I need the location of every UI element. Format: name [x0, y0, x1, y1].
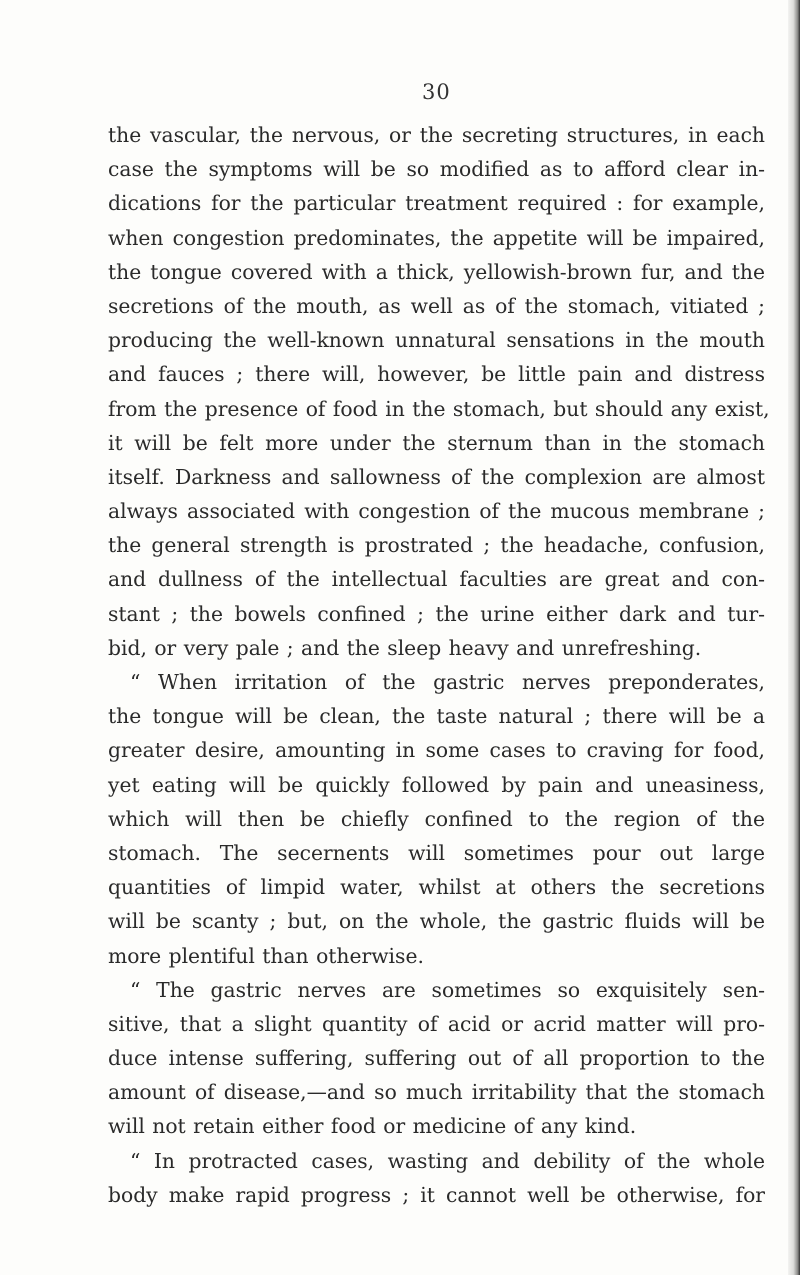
text-line: when congestion predominates, the appetite will be impaired, — [108, 225, 765, 250]
text-line: “ When irritation of the gastric nerves preponderates, — [130, 670, 765, 694]
text-line: sitive, that a slight quantity of acid or acrid matter will pro- — [108, 1011, 765, 1036]
text-line: the tongue will be clean, the taste natural ; there will be a — [108, 704, 765, 729]
text-line: itself. Darkness and sallowness of the complexion are almost — [108, 464, 765, 489]
text-line: will not retain either food or medicine of any kind. — [108, 1114, 637, 1139]
text-line: greater desire, amounting in some cases to craving for food, — [108, 738, 765, 763]
text-line: duce intense suffering, suffering out of all proportion to the — [108, 1046, 765, 1071]
page-edge-shadow — [788, 0, 800, 1275]
text-line: yet eating will be quickly followed by pain and uneasiness, — [108, 772, 765, 797]
text-line: the vascular, the nervous, or the secreting structures, in each — [108, 123, 765, 147]
text-line: secretions of the mouth, as well as of the stomach, vitiated ; — [108, 293, 765, 318]
text-line: will be scanty ; but, on the whole, the gastric fluids will be — [108, 909, 765, 934]
text-line: the general strength is prostrated ; the headache, confusion, — [108, 533, 765, 558]
text-line: case the symptoms will be so modified as to afford clear in- — [108, 157, 765, 182]
text-line: “ The gastric nerves are sometimes so exquisitely sen- — [130, 977, 765, 1002]
text-line: always associated with congestion of the mucous membrane ; — [108, 499, 765, 524]
text-line: quantities of limpid water, whilst at others the secretions — [108, 875, 765, 900]
text-line: and fauces ; there will, however, be little pain and distress — [108, 362, 765, 387]
text-line: which will then be chiefly confined to the region of the — [108, 806, 765, 831]
text-line: “ In protracted cases, wasting and debility of the whole — [130, 1148, 765, 1173]
text-line: stant ; the bowels confined ; the urine either dark and tur- — [108, 601, 765, 626]
text-line: and dullness of the intellectual faculties are great and con- — [108, 567, 765, 592]
text-line: from the presence of food in the stomach, but should any exist, — [108, 396, 770, 421]
text-line: the tongue covered with a thick, yellowish-brown fur, and the — [108, 259, 765, 284]
text-line: body make rapid progress ; it cannot well be otherwise, for — [108, 1182, 765, 1207]
text-line: producing the well-known unnatural sensations in the mouth — [108, 328, 765, 353]
text-line: amount of disease,—and so much irritability that the stomach — [108, 1080, 765, 1105]
body-text — [108, 118, 770, 1212]
text-line: bid, or very pale ; and the sleep heavy and unrefreshing. — [108, 635, 702, 660]
text-line: dications for the particular treatment required : for example, — [108, 191, 765, 216]
text-line: more plentiful than otherwise. — [108, 943, 424, 968]
page-number: 30 — [422, 80, 451, 104]
text-line: stomach. The secernents will sometimes pour out large — [108, 840, 765, 865]
text-line: it will be felt more under the sternum than in the stomach — [108, 430, 765, 455]
